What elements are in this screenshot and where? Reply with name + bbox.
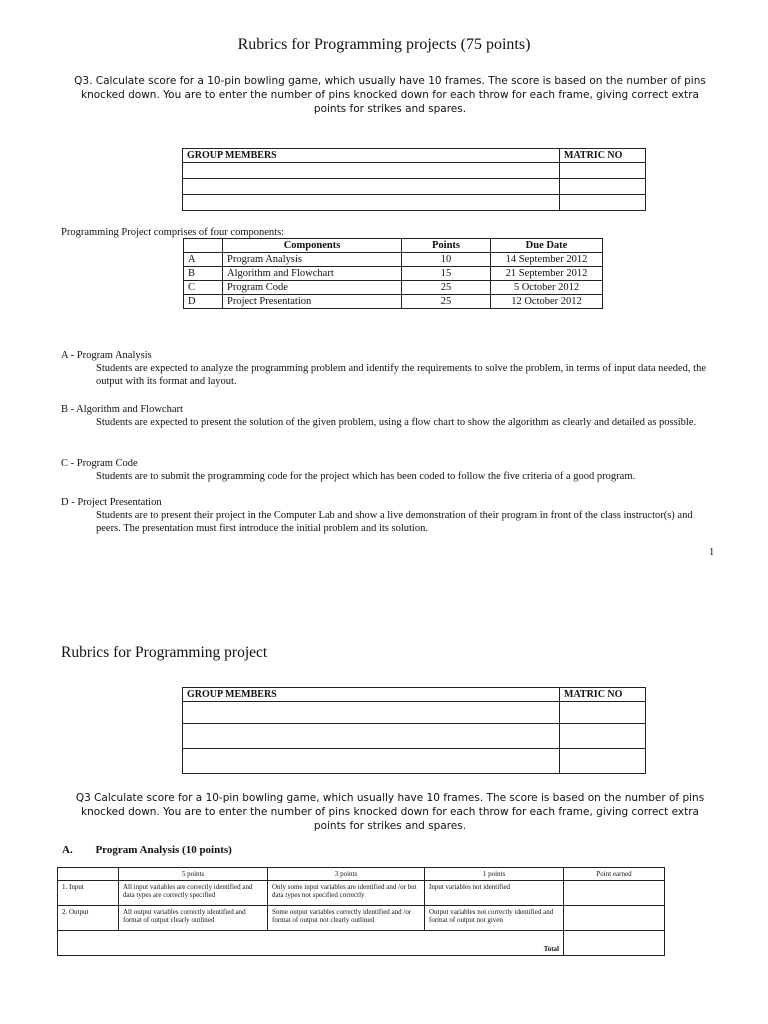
table-cell: B	[184, 267, 223, 281]
total-label: Total	[58, 931, 564, 956]
group-members-table	[182, 148, 646, 211]
table-cell: Algorithm and Flowchart	[223, 267, 402, 281]
total-cell	[564, 931, 665, 956]
section-a	[61, 349, 711, 388]
table-cell: Output variables not correctly identified and format of output not given	[425, 906, 564, 931]
table-cell: 10	[402, 253, 491, 267]
section-body: Students are to present their project in the Computer Lab and show a live demonstration of their program in front of the class instructor(s) and peers. The presentation must first introduce the initial problem and its solution.	[96, 510, 693, 534]
table-cell: 1. Input	[58, 881, 119, 906]
table-cell: 12 October 2012	[491, 295, 603, 309]
table-row	[58, 881, 665, 906]
section-c	[61, 457, 711, 483]
table-cell: Input variables not identified	[425, 881, 564, 906]
table-cell: 25	[402, 295, 491, 309]
matric-no-header: MATRIC NO	[560, 688, 646, 702]
table-row	[58, 931, 665, 956]
question-text: Q3. Calculate score for a 10-pin bowling game, which usually have 10 frames. The score is based on the number of pins knocked down. You are to enter the number of pins knocked down for each throw for each frame, giving correct extra points for strikes and spares.	[74, 75, 706, 115]
table-row	[184, 295, 603, 309]
table-cell: Program Analysis	[223, 253, 402, 267]
section-b	[61, 403, 711, 429]
page-title-2: Rubrics for Programming project	[61, 644, 268, 661]
components-intro: Programming Project comprises of four components:	[61, 227, 285, 238]
table-cell: 25	[402, 281, 491, 295]
group-members-header: GROUP MEMBERS	[183, 149, 560, 163]
section-heading: D - Project Presentation	[61, 497, 162, 508]
rubric-table	[57, 867, 665, 956]
col-header	[58, 868, 119, 881]
table-row	[183, 702, 646, 724]
col-header: 3 points	[268, 868, 425, 881]
question-text-2: Q3 Calculate score for a 10-pin bowling game, which usually have 10 frames. The score is based on the number of pins knocked down. You are to enter the number of pins knocked down for each throw for each frame, giving correct extra points for strikes and spares.	[75, 792, 705, 832]
col-header: 1 points	[425, 868, 564, 881]
table-row	[58, 906, 665, 931]
table-row	[184, 281, 603, 295]
table-row	[183, 163, 646, 179]
section-heading: C - Program Code	[61, 458, 138, 469]
table-cell: All input variables are correctly identified and data types are correctly specified	[119, 881, 268, 906]
table-cell: 5 October 2012	[491, 281, 603, 295]
table-cell	[564, 906, 665, 931]
page-title: Rubrics for Programming projects (75 points)	[237, 36, 531, 53]
section-d	[61, 496, 711, 535]
table-cell: 14 September 2012	[491, 253, 603, 267]
table-row	[183, 724, 646, 749]
section-heading: A - Program Analysis	[61, 350, 152, 361]
section-body: Students are to submit the programming code for the project which has been coded to follow the five criteria of a good program.	[96, 471, 636, 482]
col-header: 5 points	[119, 868, 268, 881]
table-cell: C	[184, 281, 223, 295]
group-members-header: GROUP MEMBERS	[183, 688, 560, 702]
col-header: Due Date	[491, 239, 603, 253]
table-cell: Project Presentation	[223, 295, 402, 309]
section-letter: A.	[62, 844, 73, 856]
section-body: Students are expected to analyze the programming problem and identify the requirements to solve the problem, in terms of input data needed, the output with its format and layout.	[96, 363, 706, 387]
section-heading-a	[62, 844, 232, 856]
table-cell: 2. Output	[58, 906, 119, 931]
table-cell: Program Code	[223, 281, 402, 295]
table-row	[184, 253, 603, 267]
section-body: Students are expected to present the solution of the given problem, using a flow chart to show the algorithm as clearly and detailed as possible.	[96, 417, 697, 428]
table-cell: 15	[402, 267, 491, 281]
col-header: Components	[223, 239, 402, 253]
table-cell: A	[184, 253, 223, 267]
table-cell: 21 September 2012	[491, 267, 603, 281]
table-cell	[564, 881, 665, 906]
group-members-table-2	[182, 687, 646, 774]
col-header: Point earned	[564, 868, 665, 881]
page-number: 1	[709, 547, 715, 558]
components-table	[183, 238, 603, 309]
table-row	[183, 179, 646, 195]
col-header: Points	[402, 239, 491, 253]
section-heading: B - Algorithm and Flowchart	[61, 404, 183, 415]
table-row	[183, 195, 646, 211]
table-cell: Some output variables correctly identified and /or format of output not clearly outlined	[268, 906, 425, 931]
table-row	[184, 267, 603, 281]
section-title: Program Analysis (10 points)	[95, 844, 232, 856]
table-cell: All output variables correctly identified and format of output clearly outlined	[119, 906, 268, 931]
table-row	[183, 749, 646, 774]
table-cell: D	[184, 295, 223, 309]
col-header	[184, 239, 223, 253]
matric-no-header: MATRIC NO	[560, 149, 646, 163]
table-cell: Only some input variables are identified and /or but data types not specified correctly	[268, 881, 425, 906]
